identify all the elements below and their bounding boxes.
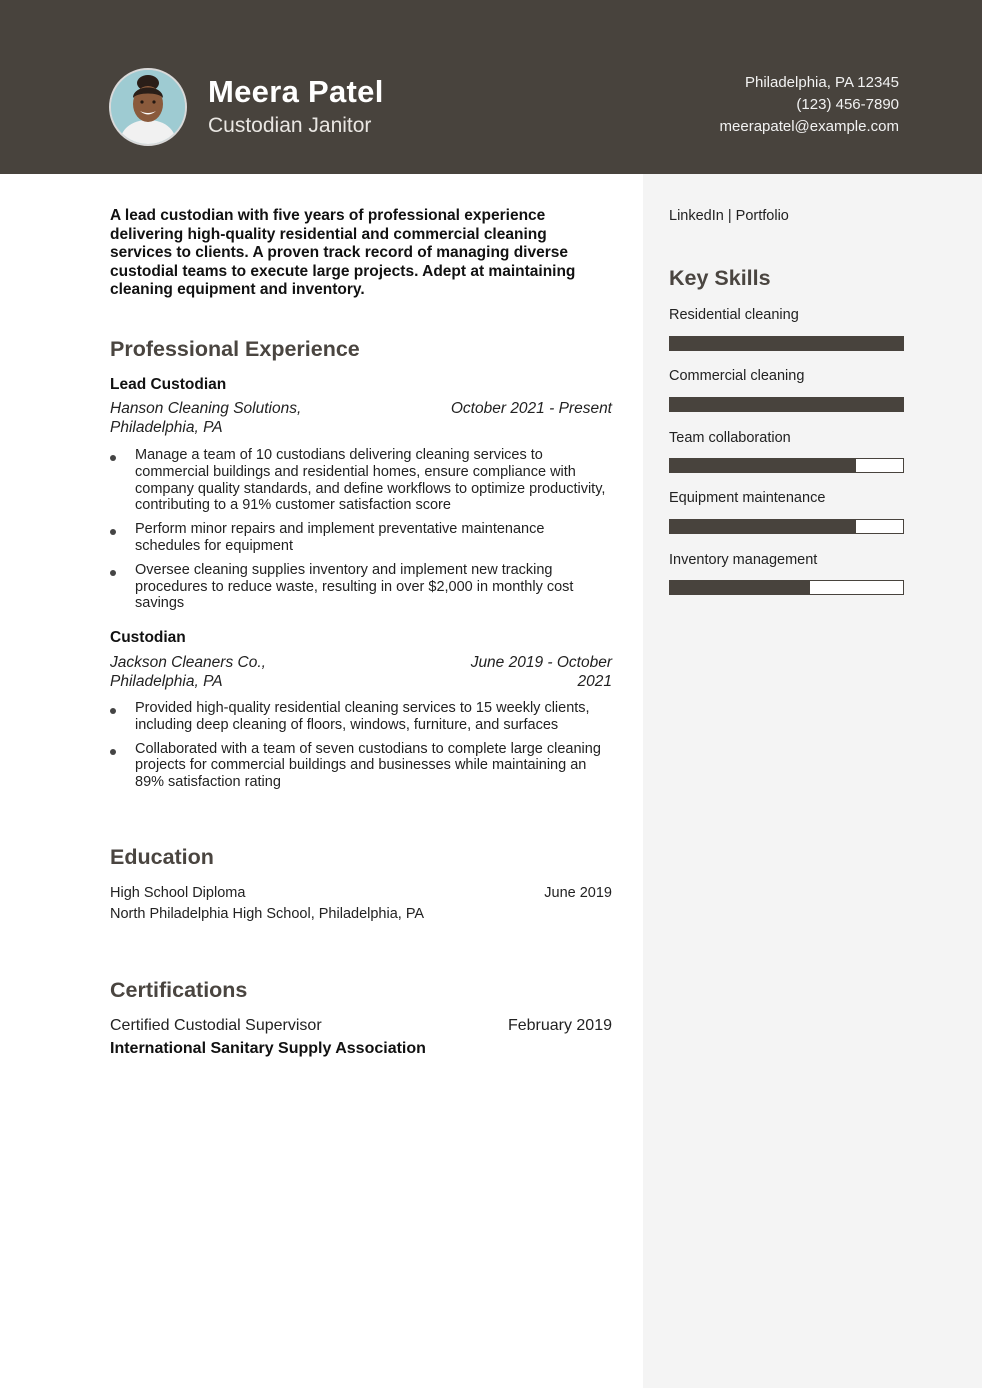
job-company: Jackson Cleaners Co., Philadelphia, PA (110, 654, 266, 690)
bullet-icon (110, 455, 116, 461)
contact-phone[interactable]: (123) 456-7890 (796, 96, 899, 113)
candidate-name: Meera Patel (208, 74, 384, 109)
skill-label: Inventory management (669, 552, 818, 568)
list-item (110, 447, 610, 514)
skill-bar-fill (670, 459, 856, 472)
sidebar (643, 174, 982, 1388)
list-item (110, 741, 610, 791)
skills-heading: Key Skills (669, 266, 771, 290)
skill-bar-fill (670, 581, 810, 594)
bullet-icon (110, 708, 116, 714)
skill-bar (669, 519, 904, 534)
portfolio-link[interactable]: Portfolio (735, 208, 789, 224)
profile-links (669, 208, 789, 224)
profile-photo (109, 68, 187, 146)
bullet-text: Oversee cleaning supplies inventory and implement new tracking procedures to reduce waste, resulting in over $2,000 in monthly cost savings (135, 561, 574, 612)
bullet-text: Provided high-quality residential cleaning services to 15 weekly clients, including deep cleaning of floors, windows, furniture, and surfaces (135, 700, 590, 733)
job-role: Lead Custodian (110, 376, 227, 393)
job-company: Hanson Cleaning Solutions, Philadelphia, PA (110, 400, 302, 436)
job-bullets (110, 700, 610, 798)
bullet-icon (110, 570, 116, 576)
list-item (110, 700, 610, 734)
bullet-text: Perform minor repairs and implement preventative maintenance schedules for equipment (135, 521, 545, 554)
link-separator: | (727, 208, 732, 224)
skill-label: Team collaboration (669, 430, 791, 446)
job-bullets (110, 447, 610, 619)
bullet-icon (110, 749, 116, 755)
certification-date: February 2019 (507, 1017, 612, 1034)
education-school: North Philadelphia High School, Philadelphia, PA (110, 906, 425, 922)
linkedin-link[interactable]: LinkedIn (669, 208, 724, 224)
education-degree: High School Diploma (110, 885, 246, 901)
education-heading: Education (110, 845, 214, 869)
skill-bar (669, 336, 904, 351)
bullet-text: Manage a team of 10 custodians delivering cleaning services to commercial buildings and residential homes, ensure compliance with company quality standards, and define workflows to optimize productivity, contributing to a 91% customer satisfaction score (135, 447, 606, 514)
skill-bar (669, 580, 904, 595)
skill-label: Equipment maintenance (669, 490, 826, 506)
summary: A lead custodian with five years of professional experience delivering high-quality residential and commercial cleaning services to clients. A proven track record of managing diverse custodial teams to execute large projects. Adept at maintaining cleaning equipment and inventory. (110, 207, 576, 298)
profile-photo-illustration (111, 70, 185, 144)
list-item (110, 562, 610, 612)
contact-email[interactable]: meerapatel@example.com (719, 118, 899, 135)
candidate-title: Custodian Janitor (208, 114, 372, 137)
bullet-text: Collaborated with a team of seven custodians to complete large cleaning projects for commercial buildings and businesses while maintaining an 89% satisfaction rating (135, 740, 601, 791)
education-date: June 2019 (544, 885, 612, 901)
contact-info (720, 72, 899, 138)
skill-label: Residential cleaning (669, 307, 799, 323)
skill-bar (669, 458, 904, 473)
certification-org: International Sanitary Supply Association (110, 1040, 426, 1057)
experience-heading: Professional Experience (110, 337, 360, 361)
bullet-icon (110, 529, 116, 535)
skill-bar-fill (670, 337, 903, 350)
skill-label: Commercial cleaning (669, 368, 805, 384)
skill-bar-fill (670, 520, 856, 533)
job-dates: October 2021 - Present (450, 400, 612, 417)
skill-bar (669, 397, 904, 412)
job-dates: June 2019 - October 2021 (470, 654, 612, 690)
certification-name: Certified Custodial Supervisor (110, 1017, 322, 1034)
certifications-heading: Certifications (110, 978, 248, 1002)
skill-bar-fill (670, 398, 903, 411)
contact-location: Philadelphia, PA 12345 (744, 74, 899, 91)
job-role: Custodian (110, 629, 186, 646)
resume-header (0, 0, 982, 174)
list-item (110, 521, 610, 555)
